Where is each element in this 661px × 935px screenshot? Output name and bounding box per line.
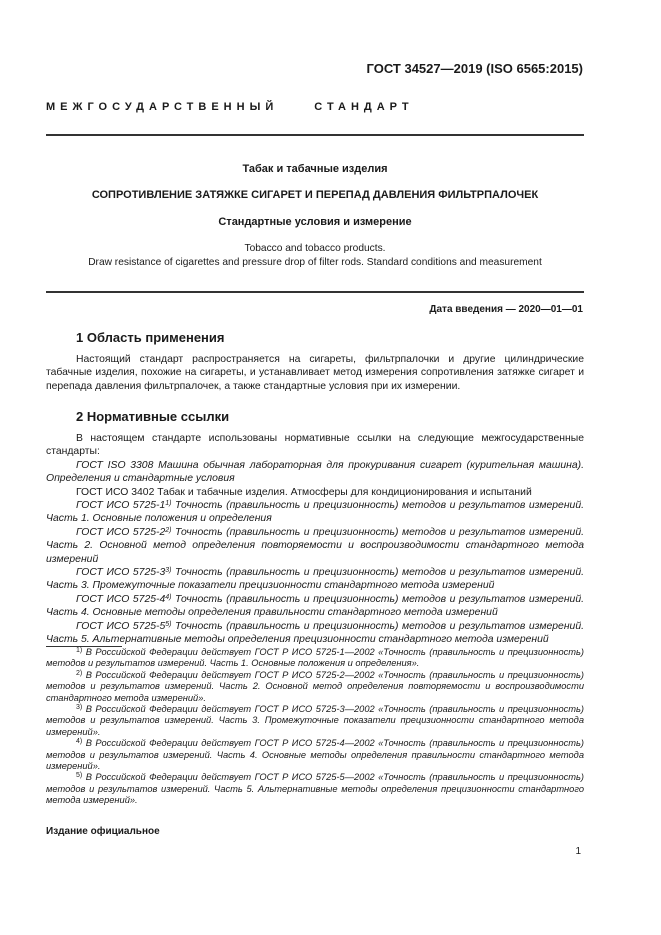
section-1-heading: 1 Область применения <box>76 330 225 345</box>
reference-code: ГОСТ ИСО 5725-3 <box>76 567 166 579</box>
title-english-line-1: Tobacco and tobacco products. <box>244 243 386 254</box>
footnote-marker: 4) <box>165 593 172 601</box>
reference-item <box>46 566 584 593</box>
page-number: 1 <box>575 846 581 857</box>
footnote-marker: 2) <box>165 526 172 534</box>
footnote <box>46 772 584 806</box>
footnote-marker: 3) <box>165 567 172 575</box>
title-english <box>46 242 584 270</box>
reference-code: ГОСТ ИСО 5725-1 <box>76 500 166 512</box>
footnote-text: В Российской Федерации действует ГОСТ Р ИСО 5725-4—2002 «Точность (правильность и прецизионность) методов и результатов измерений. Часть 4. Основные методы определения правильности стандартного метода измерений». <box>46 738 584 772</box>
title-subject: Табак и табачные изделия <box>242 163 388 175</box>
references-intro: В настоящем стандарте использованы нормативные ссылки на следующие межгосударственные стандарты: <box>46 433 584 458</box>
reference-title: Точность (правильность и прецизионность) методов и результатов измерений. Часть 3. Промежуточные показатели прецизионности стандартного метода измерений <box>46 567 584 592</box>
title-english-line-2: Draw resistance of cigarettes and pressure drop of filter rods. Standard conditions and measurement <box>88 257 542 268</box>
title-divider <box>46 291 584 293</box>
footnote-marker: 5) <box>165 620 172 628</box>
reference-title: Машина обычная лабораторная для прокуривания сигарет (курительная машина). Определения и стандартные условия <box>46 459 584 485</box>
header-divider <box>46 134 584 136</box>
standard-code: ГОСТ 34527—2019 (ISO 6565:2015) <box>366 61 583 76</box>
reference-code: ГОСТ ISO 3308 <box>76 459 154 471</box>
reference-item <box>46 459 584 486</box>
reference-title: Точность (правильность и прецизионность) методов и результатов измерений. Часть 2. Основной метод определения повторяемости и воспроизводимости стандартного метода измерений <box>46 526 584 565</box>
reference-code: ГОСТ ИСО 5725-2 <box>76 526 166 538</box>
normative-references <box>46 432 584 647</box>
reference-title: Точность (правильность и прецизионность) методов и результатов измерений. Часть 4. Основные методы определения правильности стандартного метода измерений <box>46 593 584 619</box>
reference-code: ГОСТ ИСО 3402 <box>76 486 155 498</box>
footnote-marker: 1) <box>165 500 172 508</box>
footnote-text: В Российской Федерации действует ГОСТ Р ИСО 5725-3—2002 «Точность (правильность и прецизионность) методов и результатов измерений. Часть 3. Промежуточные показатели прецизионности стандартного метода измерений». <box>46 704 584 737</box>
reference-code: ГОСТ ИСО 5725-4 <box>76 593 166 605</box>
reference-item <box>46 620 584 647</box>
footnote-text: В Российской Федерации действует ГОСТ Р ИСО 5725-5—2002 «Точность (правильность и прецизионность) методов и результатов измерений. Часть 5. Альтернативные методы определения прецизионности стандартного метода измерений». <box>46 772 584 806</box>
reference-title: Табак и табачные изделия. Атмосферы для кондиционирования и испытаний <box>154 486 532 498</box>
footnote-mark: 5) <box>76 772 83 780</box>
title-sub: Стандартные условия и измерение <box>218 216 412 228</box>
reference-code: ГОСТ ИСО 5725-5 <box>76 620 166 632</box>
reference-title: Точность (правильность и прецизионность) методов и результатов измерений. Часть 5. Альтернативные методы определения прецизионности стандартного метода измерений <box>46 620 584 646</box>
title-main: СОПРОТИВЛЕНИЕ ЗАТЯЖКЕ СИГАРЕТ И ПЕРЕПАД ДАВЛЕНИЯ ФИЛЬТРПАЛОЧЕК <box>91 189 539 201</box>
footnote <box>46 670 584 704</box>
footnote-mark: 2) <box>76 669 83 677</box>
reference-title: Точность (правильность и прецизионность) методов и результатов измерений. Часть 1. Основные положения и определения <box>46 500 584 525</box>
reference-item <box>46 499 584 526</box>
footnote-mark: 3) <box>76 704 83 712</box>
reference-item <box>46 486 584 499</box>
footnote <box>46 704 584 738</box>
footnote-mark: 1) <box>76 647 83 654</box>
footnote <box>46 647 584 670</box>
footnote-text: В Российской Федерации действует ГОСТ Р ИСО 5725-2—2002 «Точность (правильность и прецизионность) методов и результатов измерений. Часть 2. Основной метод определения повторяемости и воспроизводимости стандартного метода измерений». <box>46 669 584 703</box>
footnote-text: В Российской Федерации действует ГОСТ Р ИСО 5725-1—2002 «Точность (правильность и прецизионность) методов и результатов измерений. Часть 1. Основные положения и определения». <box>46 647 584 669</box>
standard-type-heading: МЕЖГОСУДАРСТВЕННЫЙ СТАНДАРТ <box>46 101 414 113</box>
section-1-text: Настоящий стандарт распространяется на сигареты, фильтрпалочки и другие цилиндрические табачные изделия, похожие на сигареты, и устанавливает метод измерения сопротивления затяжке сигарет и перепада давления фильтрпалочек, а также стандартные условия при их измерении. <box>46 354 584 392</box>
footnote-mark: 4) <box>76 738 83 746</box>
edition-note: Издание официальное <box>46 826 160 837</box>
footnote <box>46 738 584 772</box>
reference-item <box>46 593 584 620</box>
section-2-heading: 2 Нормативные ссылки <box>76 409 230 424</box>
effective-date: Дата введения — 2020—01—01 <box>429 304 583 315</box>
footnotes <box>46 647 584 807</box>
reference-item <box>46 526 584 566</box>
